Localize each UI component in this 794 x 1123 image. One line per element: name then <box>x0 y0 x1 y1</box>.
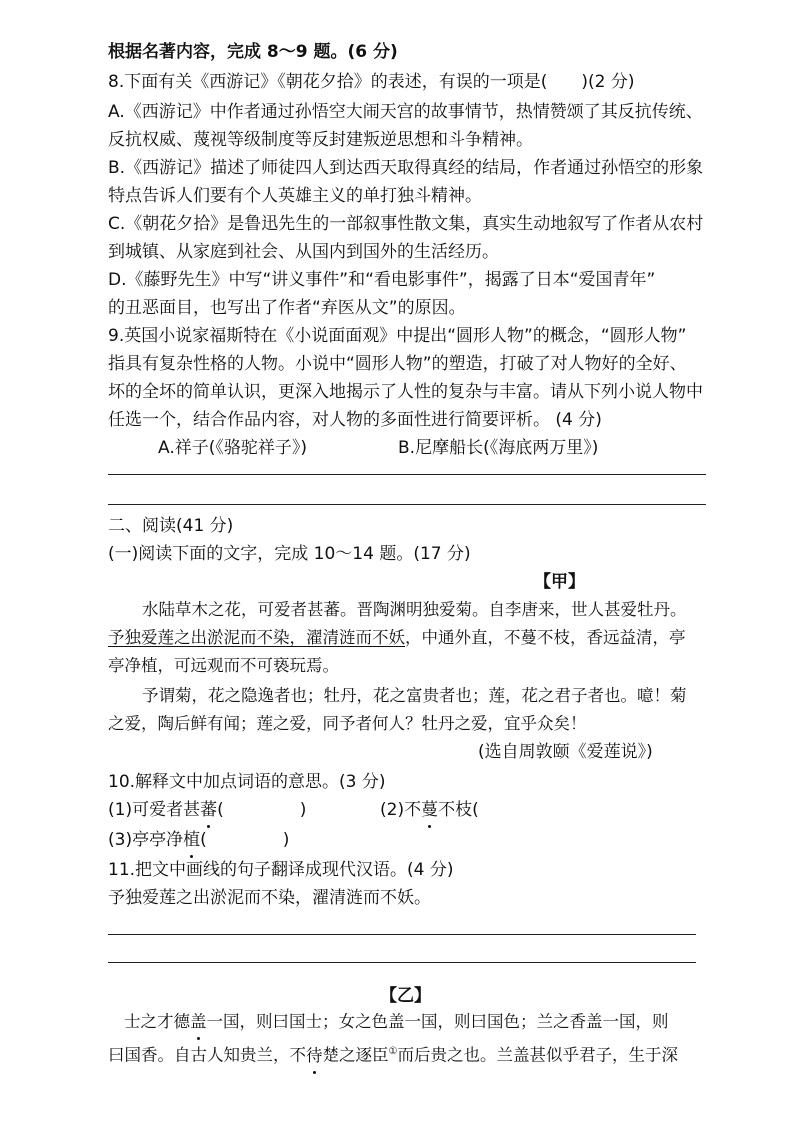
item-text: (2)不 <box>380 800 422 820</box>
underlined-sentence: 予独爱莲之出淤泥而不染，濯清涟而不妖 <box>108 628 405 647</box>
part-one-instruction: (一)阅读下面的文字，完成 10～14 题。(17 分) <box>108 544 471 564</box>
dotted-word: 蔓 <box>421 800 439 820</box>
bracket-close: ) <box>282 830 290 850</box>
passage-jia-p2-line2: 之爱，陶后鲜有闻；莲之爱，同予者何人？牡丹之爱，宜乎众矣！ <box>108 714 587 733</box>
q9-option-b: B.尼摩船长(《海底两万里》) <box>398 438 599 458</box>
passage-text: ，中通外直，不蔓不枝，香远益清，亭 <box>405 628 686 647</box>
q8-option-a-line1: A.《西游记》中作者通过孙悟空大闹天宫的故事情节，热情赞颂了其反抗传统、 <box>108 102 703 122</box>
question-8: 8.下面有关《西游记》《朝花夕拾》的表述，有误的一项是( )(2 分) <box>108 72 635 92</box>
answer-line <box>108 504 706 505</box>
question-9-line2: 指具有复杂性格的人物。小说中“圆形人物”的塑造，打破了对人物好的全好、 <box>108 354 687 374</box>
bracket-close: ) <box>299 800 307 820</box>
question-11-sentence: 予独爱莲之出淤泥而不染，濯清涟而不妖。 <box>108 888 431 908</box>
question-9-line1: 9.英国小说家福斯特在《小说面面观》中提出“圆形人物”的概念，“圆形人物” <box>108 326 687 346</box>
item-text: (1)可爱者甚 <box>108 800 201 820</box>
q8-option-b-line2: 特点告诉人们要有个人英雄主义的单打独斗精神。 <box>108 186 482 206</box>
dotted-word: 盖 <box>190 1010 207 1034</box>
question-9-line3: 坏的全坏的简单认识，更深入地揭示了人性的复杂与丰富。请从下列小说人物中 <box>108 382 703 402</box>
bracket-open: 不枝( <box>438 800 479 820</box>
passage-jia-title: 【甲】 <box>534 572 585 592</box>
bracket-open: ( <box>200 830 207 850</box>
answer-line <box>108 934 696 935</box>
answer-line <box>108 474 706 475</box>
passage-jia-p1-line3: 亭净植，可远观而不可亵玩焉。 <box>108 656 339 675</box>
passage-text: 曰国香。自古人知贵兰，不 <box>108 1045 306 1065</box>
dotted-word: 蕃 <box>200 800 218 820</box>
question-11-title: 11.把文中画线的句子翻译成现代汉语。(4 分) <box>108 860 454 880</box>
dotted-word: 植 <box>183 830 201 850</box>
bracket-open: ( <box>217 800 224 820</box>
passage-yi-line2 <box>108 1040 678 1068</box>
q10-item-2 <box>380 798 539 822</box>
q8-option-b-line1: B.《西游记》描述了师徒四人到达西天取得真经的结局，作者通过孙悟空的形象 <box>108 158 704 178</box>
reading-intro: 根据名著内容，完成 8～9 题。(6 分) <box>108 42 398 62</box>
question-10-title: 10.解释文中加点词语的意思。(3 分) <box>108 772 386 792</box>
q9-option-a: A.祥子(《骆驼祥子》) <box>158 438 307 458</box>
q8-option-c-line2: 到城镇、从家庭到社会、从国内到国外的生活经历。 <box>108 242 499 262</box>
passage-jia-p1-line2 <box>108 626 686 650</box>
passage-yi-title: 【乙】 <box>380 986 431 1006</box>
passage-jia-p2-line1: 予谓菊，花之隐逸者也；牡丹，花之富贵者也；莲，花之君子者也。噫！菊 <box>142 686 687 705</box>
passage-jia-p1-line1: 水陆草木之花，可爱者甚蕃。晋陶渊明独爱菊。自李唐来，世人甚爱牡丹。 <box>142 600 687 619</box>
q8-option-a-line2: 反抗权威、蔑视等级制度等反封建叛逆思想和斗争精神。 <box>108 130 533 150</box>
q8-option-d-line2: 的丑恶面目，也写出了作者“弃医从文”的原因。 <box>108 298 466 318</box>
answer-line <box>108 962 696 963</box>
q8-option-d-line1: D.《藤野先生》中写“讲义事件”和“看电影事件”，揭露了日本“爱国青年” <box>108 270 656 290</box>
passage-text: 楚之逐臣 <box>322 1045 389 1065</box>
passage-text: 士之才德 <box>124 1012 190 1031</box>
q10-item-1 <box>108 798 306 822</box>
passage-text: 一国，则曰国士；女之色盖一国，则曰国色；兰之香盖一国，则 <box>206 1012 669 1031</box>
question-9-line4: 任选一个，结合作品内容，对人物的多面性进行简要评析。 (4 分) <box>108 410 602 430</box>
q10-item-3 <box>108 828 289 852</box>
passage-yi-line1 <box>124 1010 669 1034</box>
q8-option-c-line1: C.《朝花夕拾》是鲁迅先生的一部叙事性散文集，真实生动地叙写了作者从农村 <box>108 214 704 234</box>
passage-text: 而后贵之也。兰盖甚似乎君子，生于深 <box>397 1045 678 1065</box>
footnote-marker: ① <box>388 1046 398 1057</box>
dotted-word: 待 <box>306 1044 323 1068</box>
section-reading-title: 二、阅读(41 分) <box>108 516 234 536</box>
item-text: (3)亭亭净 <box>108 830 184 850</box>
passage-source: (选自周敦颐《爱莲说》) <box>478 742 653 762</box>
